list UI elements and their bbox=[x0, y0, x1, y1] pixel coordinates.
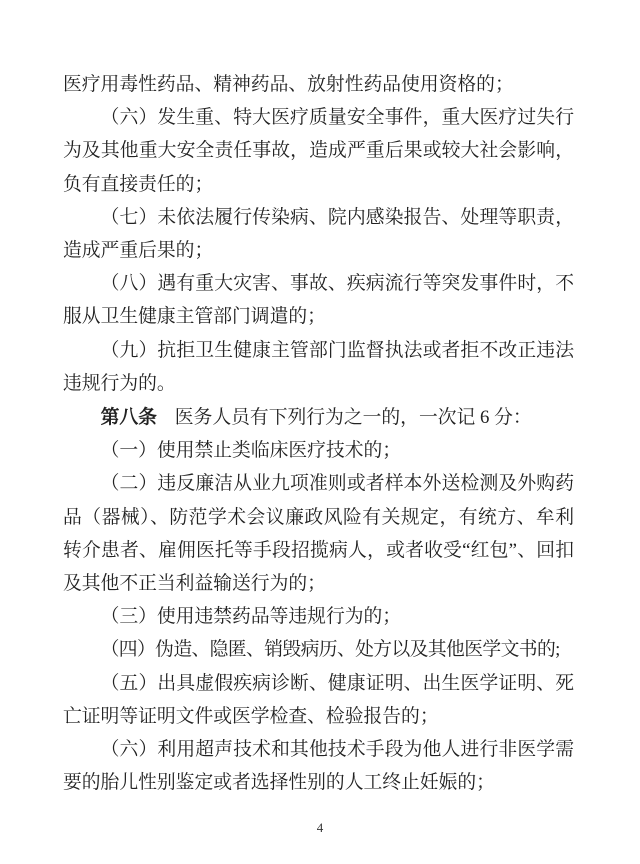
paragraph-text: （六）发生重、特大医疗质量安全事件，重大医疗过失行为及其他重大安全责任事故，造成严重后果或较大社会影响，负有直接责任的； bbox=[63, 107, 574, 195]
paragraph bbox=[63, 400, 574, 434]
paragraph-text: （一）使用禁止类临床医疗技术的； bbox=[100, 440, 402, 462]
paragraph-text: （八）遇有重大灾害、事故、疾病流行等突发事件时，不服从卫生健康主管部门调遣的； bbox=[63, 273, 574, 328]
paragraph bbox=[63, 733, 574, 799]
paragraph-text: （三）使用违禁药品等违规行为的； bbox=[100, 606, 402, 628]
paragraph-text: （五）出具虚假疾病诊断、健康证明、出生医学证明、死亡证明等证明文件或医学检查、检验报告的； bbox=[63, 672, 574, 727]
paragraph-text: （九）抗拒卫生健康主管部门监督执法或者拒不改正违法违规行为的。 bbox=[63, 339, 574, 394]
article-heading: 第八条 bbox=[100, 406, 157, 428]
paragraph-text: （七）未依法履行传染病、院内感染报告、处理等职责，造成严重后果的； bbox=[63, 206, 574, 262]
paragraph bbox=[63, 68, 574, 101]
paragraph bbox=[63, 600, 574, 633]
paragraph bbox=[63, 633, 574, 666]
page-number: 4 bbox=[316, 820, 324, 835]
document-body bbox=[63, 68, 574, 799]
paragraph-text: （六）利用超声技术和其他技术手段为他人进行非医学需要的胎儿性别鉴定或者选择性别的人工终止妊娠的； bbox=[63, 739, 574, 794]
paragraph bbox=[63, 267, 574, 333]
paragraph bbox=[63, 101, 574, 201]
paragraph-text: 医务人员有下列行为之一的，一次记 6 分： bbox=[174, 407, 532, 429]
paragraph-text: （二）违反廉洁从业九项准则或者样本外送检测及外购药品（器械）、防范学术会议廉政风险有关规定，有统方、牟利转介患者、雇佣医托等手段招揽病人，或者收受“红包”、回扣及其他不正当利益输送行为的； bbox=[63, 473, 574, 595]
paragraph-text: （四）伪造、隐匿、销毁病历、处方以及其他医学文书的; bbox=[100, 639, 560, 661]
paragraph bbox=[63, 467, 574, 600]
paragraph-text: 医疗用毒性药品、精神药品、放射性药品使用资格的； bbox=[63, 74, 514, 95]
paragraph bbox=[63, 334, 574, 400]
paragraph bbox=[63, 434, 574, 467]
paragraph bbox=[63, 667, 574, 733]
paragraph bbox=[63, 201, 574, 267]
